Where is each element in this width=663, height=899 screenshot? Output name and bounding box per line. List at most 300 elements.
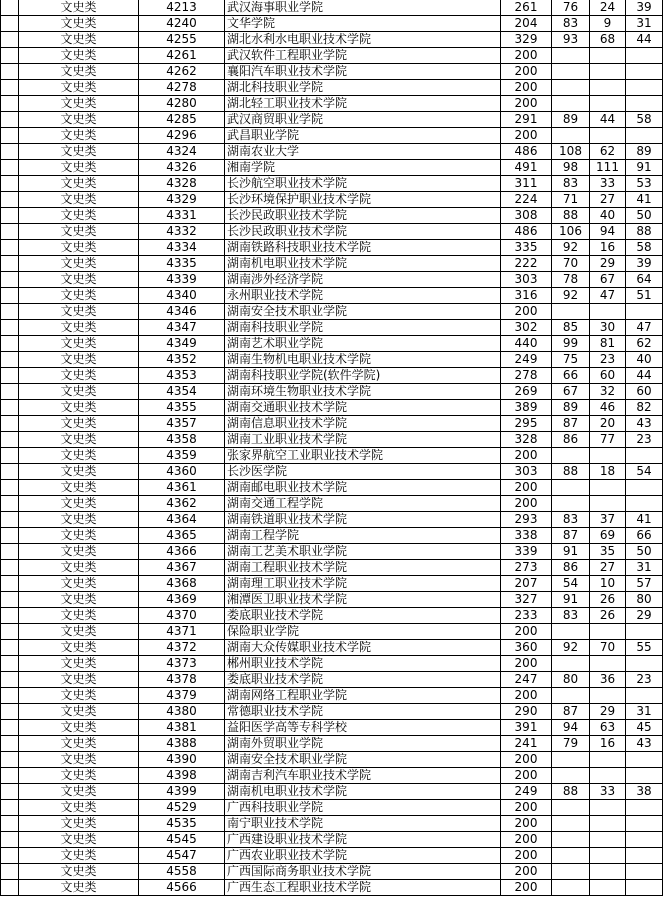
total-score-cell: 278 [501,368,552,384]
school-code-cell: 4366 [139,544,225,560]
school-code-cell: 4347 [139,320,225,336]
score-3-cell: 44 [626,32,663,48]
school-code-cell: 4368 [139,576,225,592]
category-cell: 文史类 [19,656,139,672]
row-margin-cell [1,0,19,16]
score-2-cell: 37 [590,512,626,528]
category-cell: 文史类 [19,288,139,304]
score-2-cell [590,48,626,64]
score-3-cell: 50 [626,208,663,224]
school-code-cell: 4331 [139,208,225,224]
row-margin-cell [1,416,19,432]
total-score-cell: 200 [501,816,552,832]
score-2-cell: 67 [590,272,626,288]
category-cell: 文史类 [19,832,139,848]
table-row [1,432,663,448]
school-name-cell: 湖南环境生物职业技术学院 [225,384,501,400]
score-3-cell: 41 [626,512,663,528]
table-row [1,576,663,592]
total-score-cell: 233 [501,608,552,624]
row-margin-cell [1,432,19,448]
row-margin-cell [1,32,19,48]
school-code-cell: 4357 [139,416,225,432]
total-score-cell: 200 [501,64,552,80]
score-2-cell: 33 [590,784,626,800]
table-row [1,144,663,160]
score-2-cell [590,688,626,704]
score-1-cell [552,448,590,464]
school-name-cell: 长沙民政职业技术学院 [225,208,501,224]
table-row [1,368,663,384]
score-1-cell: 78 [552,272,590,288]
score-2-cell: 46 [590,400,626,416]
row-margin-cell [1,208,19,224]
category-cell: 文史类 [19,368,139,384]
category-cell: 文史类 [19,544,139,560]
school-name-cell: 武汉海事职业学院 [225,0,501,16]
score-3-cell [626,80,663,96]
row-margin-cell [1,464,19,480]
category-cell: 文史类 [19,768,139,784]
school-name-cell: 湘南学院 [225,160,501,176]
total-score-cell: 200 [501,624,552,640]
school-code-cell: 4370 [139,608,225,624]
score-2-cell [590,96,626,112]
row-margin-cell [1,784,19,800]
total-score-cell: 291 [501,112,552,128]
row-margin-cell [1,96,19,112]
category-cell: 文史类 [19,352,139,368]
row-margin-cell [1,592,19,608]
row-margin-cell [1,64,19,80]
score-1-cell [552,768,590,784]
school-name-cell: 湖南交通工程学院 [225,496,501,512]
table-row [1,416,663,432]
table-row [1,240,663,256]
score-3-cell: 38 [626,784,663,800]
category-cell: 文史类 [19,736,139,752]
score-2-cell [590,832,626,848]
row-margin-cell [1,48,19,64]
score-3-cell: 60 [626,384,663,400]
table-row [1,272,663,288]
score-3-cell: 91 [626,160,663,176]
score-2-cell [590,304,626,320]
score-3-cell: 31 [626,704,663,720]
score-1-cell [552,688,590,704]
table-row [1,32,663,48]
category-cell: 文史类 [19,112,139,128]
score-1-cell: 91 [552,592,590,608]
score-2-cell: 44 [590,112,626,128]
total-score-cell: 249 [501,352,552,368]
total-score-cell: 200 [501,880,552,896]
score-2-cell: 29 [590,256,626,272]
score-2-cell: 35 [590,544,626,560]
total-score-cell: 293 [501,512,552,528]
category-cell: 文史类 [19,448,139,464]
school-code-cell: 4328 [139,176,225,192]
score-2-cell [590,448,626,464]
total-score-cell: 247 [501,672,552,688]
row-margin-cell [1,304,19,320]
score-3-cell: 29 [626,608,663,624]
table-row [1,816,663,832]
total-score-cell: 338 [501,528,552,544]
table-row [1,656,663,672]
row-margin-cell [1,224,19,240]
score-3-cell: 31 [626,560,663,576]
category-cell: 文史类 [19,96,139,112]
row-margin-cell [1,880,19,896]
score-2-cell: 81 [590,336,626,352]
row-margin-cell [1,16,19,32]
school-code-cell: 4566 [139,880,225,896]
school-name-cell: 广西建设职业技术学院 [225,832,501,848]
school-code-cell: 4324 [139,144,225,160]
school-code-cell: 4364 [139,512,225,528]
school-code-cell: 4346 [139,304,225,320]
row-margin-cell [1,272,19,288]
total-score-cell: 335 [501,240,552,256]
row-margin-cell [1,320,19,336]
score-1-cell [552,304,590,320]
score-1-cell: 94 [552,720,590,736]
category-cell: 文史类 [19,880,139,896]
school-name-cell: 武汉商贸职业学院 [225,112,501,128]
row-margin-cell [1,624,19,640]
school-code-cell: 4372 [139,640,225,656]
table-row [1,160,663,176]
row-margin-cell [1,608,19,624]
school-name-cell: 广西科技职业学院 [225,800,501,816]
score-3-cell: 51 [626,288,663,304]
score-3-cell: 44 [626,368,663,384]
row-margin-cell [1,128,19,144]
score-1-cell: 80 [552,672,590,688]
score-1-cell: 89 [552,400,590,416]
school-name-cell: 湖南涉外经济学院 [225,272,501,288]
category-cell: 文史类 [19,624,139,640]
school-code-cell: 4369 [139,592,225,608]
total-score-cell: 303 [501,272,552,288]
score-1-cell: 86 [552,560,590,576]
score-3-cell [626,48,663,64]
score-2-cell: 26 [590,592,626,608]
table-row [1,288,663,304]
score-3-cell [626,800,663,816]
total-score-cell: 329 [501,32,552,48]
score-2-cell: 62 [590,144,626,160]
category-cell: 文史类 [19,864,139,880]
row-margin-cell [1,512,19,528]
school-name-cell: 湖南信息职业技术学院 [225,416,501,432]
score-2-cell: 36 [590,672,626,688]
score-1-cell [552,128,590,144]
score-1-cell: 75 [552,352,590,368]
school-code-cell: 4547 [139,848,225,864]
score-3-cell: 50 [626,544,663,560]
row-margin-cell [1,368,19,384]
score-1-cell: 67 [552,384,590,400]
score-1-cell: 66 [552,368,590,384]
score-2-cell [590,800,626,816]
table-row [1,672,663,688]
score-1-cell: 83 [552,16,590,32]
category-cell: 文史类 [19,688,139,704]
score-2-cell: 27 [590,560,626,576]
table-row [1,784,663,800]
score-1-cell: 92 [552,640,590,656]
table-row [1,640,663,656]
category-cell: 文史类 [19,672,139,688]
table-row [1,96,663,112]
table-row [1,16,663,32]
category-cell: 文史类 [19,848,139,864]
category-cell: 文史类 [19,336,139,352]
score-2-cell [590,64,626,80]
total-score-cell: 200 [501,448,552,464]
score-1-cell: 85 [552,320,590,336]
total-score-cell: 249 [501,784,552,800]
score-1-cell: 54 [552,576,590,592]
total-score-cell: 200 [501,128,552,144]
school-code-cell: 4359 [139,448,225,464]
total-score-cell: 200 [501,48,552,64]
table-row [1,736,663,752]
score-1-cell: 76 [552,0,590,16]
category-cell: 文史类 [19,176,139,192]
school-name-cell: 张家界航空工业职业技术学院 [225,448,501,464]
school-code-cell: 4379 [139,688,225,704]
score-2-cell [590,848,626,864]
school-name-cell: 广西国际商务职业技术学院 [225,864,501,880]
row-margin-cell [1,688,19,704]
row-margin-cell [1,256,19,272]
table-row [1,800,663,816]
table-row [1,864,663,880]
category-cell: 文史类 [19,560,139,576]
table-row [1,336,663,352]
score-1-cell: 83 [552,176,590,192]
school-code-cell: 4285 [139,112,225,128]
category-cell: 文史类 [19,464,139,480]
row-margin-cell [1,832,19,848]
school-code-cell: 4335 [139,256,225,272]
school-code-cell: 4329 [139,192,225,208]
school-name-cell: 湖南铁路科技职业技术学院 [225,240,501,256]
score-3-cell [626,480,663,496]
school-name-cell: 永州职业技术学院 [225,288,501,304]
score-2-cell: 29 [590,704,626,720]
school-name-cell: 文华学院 [225,16,501,32]
score-2-cell: 94 [590,224,626,240]
row-margin-cell [1,192,19,208]
category-cell: 文史类 [19,816,139,832]
score-3-cell: 39 [626,256,663,272]
table-row [1,528,663,544]
row-margin-cell [1,768,19,784]
school-code-cell: 4558 [139,864,225,880]
total-score-cell: 295 [501,416,552,432]
category-cell: 文史类 [19,32,139,48]
total-score-cell: 224 [501,192,552,208]
score-3-cell: 54 [626,464,663,480]
total-score-cell: 204 [501,16,552,32]
total-score-cell: 290 [501,704,552,720]
category-cell: 文史类 [19,416,139,432]
score-2-cell [590,656,626,672]
total-score-cell: 200 [501,768,552,784]
score-3-cell [626,688,663,704]
score-2-cell: 63 [590,720,626,736]
school-code-cell: 4361 [139,480,225,496]
total-score-cell: 200 [501,800,552,816]
category-cell: 文史类 [19,208,139,224]
school-code-cell: 4326 [139,160,225,176]
category-cell: 文史类 [19,512,139,528]
score-3-cell: 80 [626,592,663,608]
score-3-cell [626,496,663,512]
table-row [1,752,663,768]
score-3-cell [626,64,663,80]
row-margin-cell [1,384,19,400]
table-body [1,0,663,896]
score-1-cell: 88 [552,208,590,224]
score-3-cell [626,768,663,784]
score-3-cell: 31 [626,16,663,32]
score-2-cell [590,128,626,144]
score-3-cell [626,448,663,464]
total-score-cell: 200 [501,80,552,96]
score-3-cell: 58 [626,240,663,256]
school-name-cell: 湖南吉利汽车职业技术学院 [225,768,501,784]
school-name-cell: 湖南铁道职业技术学院 [225,512,501,528]
total-score-cell: 440 [501,336,552,352]
score-1-cell [552,848,590,864]
row-margin-cell [1,736,19,752]
school-name-cell: 湖南网络工程职业学院 [225,688,501,704]
total-score-cell: 207 [501,576,552,592]
score-3-cell: 55 [626,640,663,656]
row-margin-cell [1,864,19,880]
score-2-cell [590,880,626,896]
row-margin-cell [1,800,19,816]
school-code-cell: 4367 [139,560,225,576]
score-2-cell: 26 [590,608,626,624]
school-name-cell: 湖南农业大学 [225,144,501,160]
score-2-cell: 27 [590,192,626,208]
score-3-cell: 53 [626,176,663,192]
total-score-cell: 316 [501,288,552,304]
score-1-cell: 87 [552,704,590,720]
school-code-cell: 4378 [139,672,225,688]
school-name-cell: 湖南工程职业技术学院 [225,560,501,576]
school-code-cell: 4261 [139,48,225,64]
score-2-cell: 10 [590,576,626,592]
school-code-cell: 4349 [139,336,225,352]
table-row [1,128,663,144]
score-3-cell: 43 [626,736,663,752]
score-1-cell: 88 [552,784,590,800]
table-row [1,480,663,496]
total-score-cell: 328 [501,432,552,448]
school-name-cell: 长沙民政职业技术学院 [225,224,501,240]
total-score-cell: 200 [501,832,552,848]
score-1-cell: 70 [552,256,590,272]
score-3-cell [626,752,663,768]
score-2-cell [590,80,626,96]
category-cell: 文史类 [19,320,139,336]
score-1-cell: 93 [552,32,590,48]
score-3-cell: 57 [626,576,663,592]
row-margin-cell [1,528,19,544]
school-name-cell: 武汉软件工程职业学院 [225,48,501,64]
category-cell: 文史类 [19,128,139,144]
score-1-cell [552,480,590,496]
row-margin-cell [1,560,19,576]
score-2-cell: 70 [590,640,626,656]
row-margin-cell [1,240,19,256]
category-cell: 文史类 [19,784,139,800]
school-code-cell: 4388 [139,736,225,752]
score-3-cell: 47 [626,320,663,336]
score-3-cell [626,864,663,880]
table-row [1,688,663,704]
score-1-cell: 106 [552,224,590,240]
table-row [1,384,663,400]
total-score-cell: 360 [501,640,552,656]
score-1-cell [552,96,590,112]
total-score-cell: 327 [501,592,552,608]
score-3-cell [626,128,663,144]
table-row [1,208,663,224]
school-code-cell: 4535 [139,816,225,832]
score-3-cell: 82 [626,400,663,416]
score-2-cell: 23 [590,352,626,368]
score-1-cell [552,864,590,880]
category-cell: 文史类 [19,224,139,240]
table-row [1,176,663,192]
score-2-cell: 68 [590,32,626,48]
score-2-cell [590,816,626,832]
school-name-cell: 湖南科技职业学院 [225,320,501,336]
score-2-cell: 77 [590,432,626,448]
category-cell: 文史类 [19,752,139,768]
score-3-cell [626,304,663,320]
total-score-cell: 486 [501,224,552,240]
school-code-cell: 4362 [139,496,225,512]
score-3-cell [626,624,663,640]
table-row [1,624,663,640]
score-2-cell [590,768,626,784]
score-2-cell: 60 [590,368,626,384]
row-margin-cell [1,480,19,496]
school-name-cell: 南宁职业技术学院 [225,816,501,832]
school-code-cell: 4213 [139,0,225,16]
score-2-cell: 20 [590,416,626,432]
school-code-cell: 4358 [139,432,225,448]
row-margin-cell [1,496,19,512]
school-name-cell: 长沙环境保护职业技术学院 [225,192,501,208]
score-3-cell: 45 [626,720,663,736]
row-margin-cell [1,576,19,592]
table-row [1,0,663,16]
total-score-cell: 261 [501,0,552,16]
score-3-cell: 58 [626,112,663,128]
total-score-cell: 339 [501,544,552,560]
score-1-cell: 83 [552,608,590,624]
